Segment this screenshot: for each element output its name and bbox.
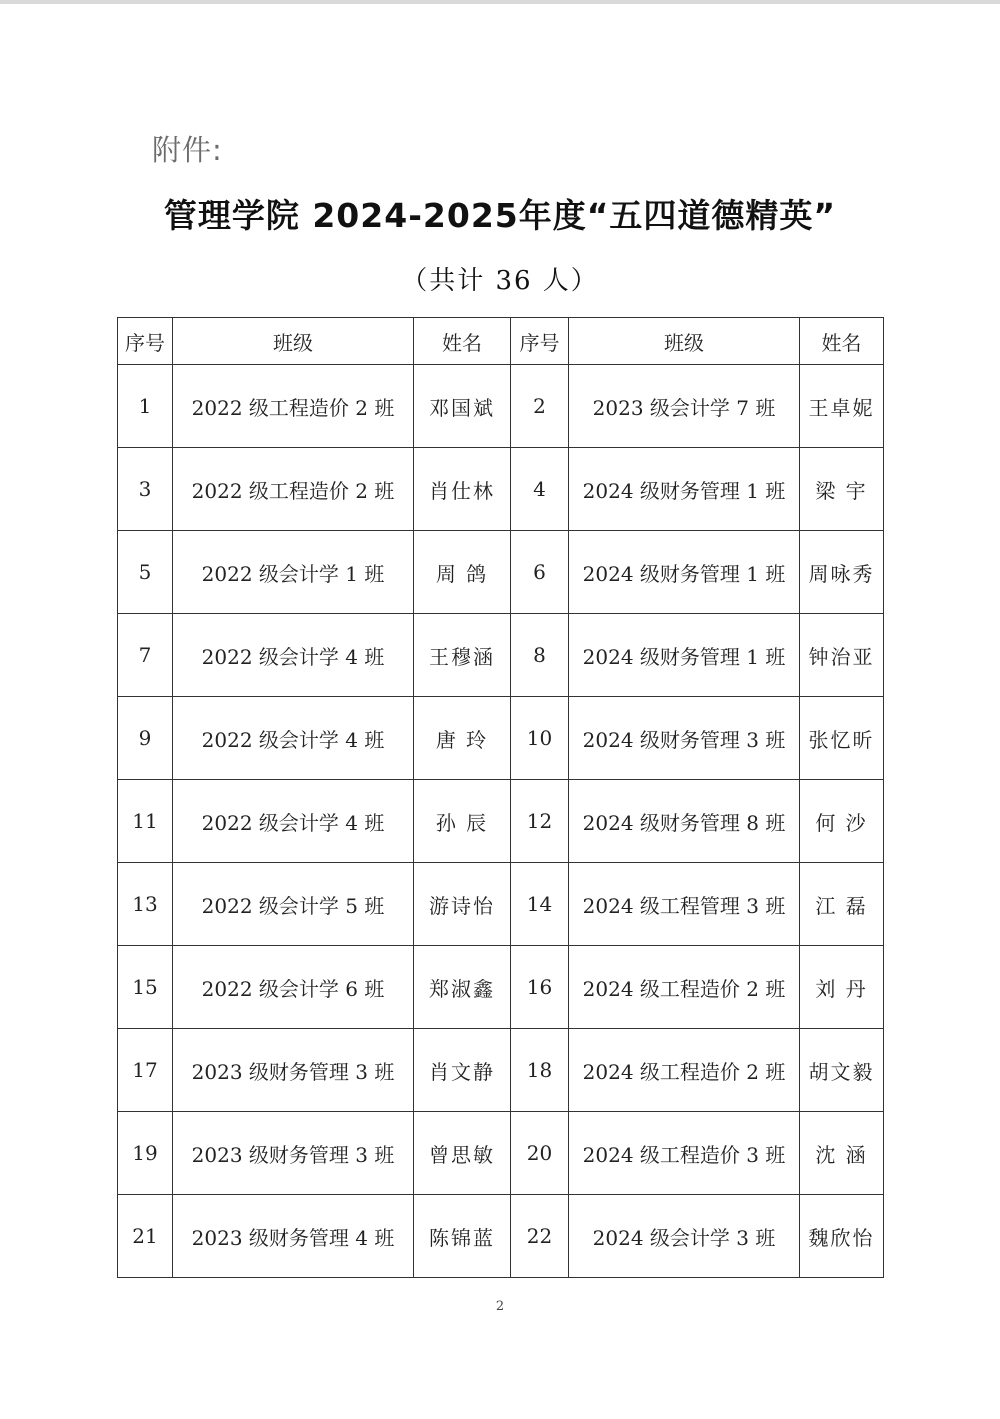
seq-cell: 3: [118, 448, 173, 531]
class-cell: 2024 级财务管理 1 班: [569, 614, 800, 697]
name-cell: 周 鸽: [414, 531, 511, 614]
name-cell: 唐 玲: [414, 697, 511, 780]
table-row: [118, 448, 884, 531]
seq-cell: 8: [511, 614, 569, 697]
class-cell: 2022 级会计学 5 班: [173, 863, 414, 946]
seq-cell: 15: [118, 946, 173, 1029]
name-cell: 胡文毅: [800, 1029, 884, 1112]
table-row: [118, 697, 884, 780]
class-cell: 2024 级会计学 3 班: [569, 1195, 800, 1278]
class-cell: 2024 级财务管理 1 班: [569, 448, 800, 531]
table-row: [118, 1112, 884, 1195]
class-cell: 2022 级工程造价 2 班: [173, 448, 414, 531]
seq-cell: 4: [511, 448, 569, 531]
document-title: 管理学院 2024-2025年度“五四道德精英”: [163, 196, 837, 235]
seq-cell: 22: [511, 1195, 569, 1278]
table-row: [118, 946, 884, 1029]
document-subtitle: （共计 36 人）: [401, 266, 599, 296]
seq-cell: 19: [118, 1112, 173, 1195]
name-cell: 何 沙: [800, 780, 884, 863]
honoree-table: [117, 317, 884, 1278]
seq-cell: 7: [118, 614, 173, 697]
name-cell: 肖仕林: [414, 448, 511, 531]
name-cell: 郑淑鑫: [414, 946, 511, 1029]
seq-cell: 14: [511, 863, 569, 946]
name-cell: 刘 丹: [800, 946, 884, 1029]
name-cell: 孙 辰: [414, 780, 511, 863]
header-name-right: 姓名: [800, 318, 884, 365]
attachment-label: 附件:: [152, 133, 223, 167]
class-cell: 2024 级工程造价 2 班: [569, 1029, 800, 1112]
seq-cell: 16: [511, 946, 569, 1029]
seq-cell: 1: [118, 365, 173, 448]
seq-cell: 6: [511, 531, 569, 614]
name-cell: 魏欣怡: [800, 1195, 884, 1278]
header-seq-left: 序号: [118, 318, 173, 365]
table-header-row: [118, 318, 884, 365]
name-cell: 游诗怡: [414, 863, 511, 946]
table-row: [118, 365, 884, 448]
name-cell: 陈锦蓝: [414, 1195, 511, 1278]
class-cell: 2024 级工程造价 2 班: [569, 946, 800, 1029]
seq-cell: 9: [118, 697, 173, 780]
page-number: 2: [495, 1299, 505, 1314]
table-row: [118, 1195, 884, 1278]
name-cell: 曾思敏: [414, 1112, 511, 1195]
name-cell: 肖文静: [414, 1029, 511, 1112]
table-row: [118, 614, 884, 697]
class-cell: 2022 级会计学 4 班: [173, 614, 414, 697]
name-cell: 钟治亚: [800, 614, 884, 697]
seq-cell: 2: [511, 365, 569, 448]
seq-cell: 11: [118, 780, 173, 863]
seq-cell: 21: [118, 1195, 173, 1278]
seq-cell: 12: [511, 780, 569, 863]
seq-cell: 10: [511, 697, 569, 780]
table-row: [118, 780, 884, 863]
top-border: [0, 0, 1000, 4]
name-cell: 江 磊: [800, 863, 884, 946]
table-row: [118, 1029, 884, 1112]
header-name-left: 姓名: [414, 318, 511, 365]
seq-cell: 18: [511, 1029, 569, 1112]
seq-cell: 17: [118, 1029, 173, 1112]
class-cell: 2022 级工程造价 2 班: [173, 365, 414, 448]
name-cell: 张忆昕: [800, 697, 884, 780]
class-cell: 2023 级会计学 7 班: [569, 365, 800, 448]
name-cell: 王卓妮: [800, 365, 884, 448]
class-cell: 2024 级工程造价 3 班: [569, 1112, 800, 1195]
class-cell: 2022 级会计学 1 班: [173, 531, 414, 614]
class-cell: 2023 级财务管理 3 班: [173, 1112, 414, 1195]
class-cell: 2024 级财务管理 1 班: [569, 531, 800, 614]
seq-cell: 13: [118, 863, 173, 946]
class-cell: 2022 级会计学 4 班: [173, 780, 414, 863]
table-row: [118, 863, 884, 946]
table-row: [118, 531, 884, 614]
seq-cell: 20: [511, 1112, 569, 1195]
name-cell: 梁 宇: [800, 448, 884, 531]
class-cell: 2024 级财务管理 8 班: [569, 780, 800, 863]
class-cell: 2024 级财务管理 3 班: [569, 697, 800, 780]
header-class-left: 班级: [173, 318, 414, 365]
seq-cell: 5: [118, 531, 173, 614]
class-cell: 2022 级会计学 6 班: [173, 946, 414, 1029]
name-cell: 周咏秀: [800, 531, 884, 614]
header-seq-right: 序号: [511, 318, 569, 365]
class-cell: 2023 级财务管理 3 班: [173, 1029, 414, 1112]
name-cell: 王穆涵: [414, 614, 511, 697]
name-cell: 邓国斌: [414, 365, 511, 448]
class-cell: 2023 级财务管理 4 班: [173, 1195, 414, 1278]
header-class-right: 班级: [569, 318, 800, 365]
class-cell: 2024 级工程管理 3 班: [569, 863, 800, 946]
name-cell: 沈 涵: [800, 1112, 884, 1195]
class-cell: 2022 级会计学 4 班: [173, 697, 414, 780]
